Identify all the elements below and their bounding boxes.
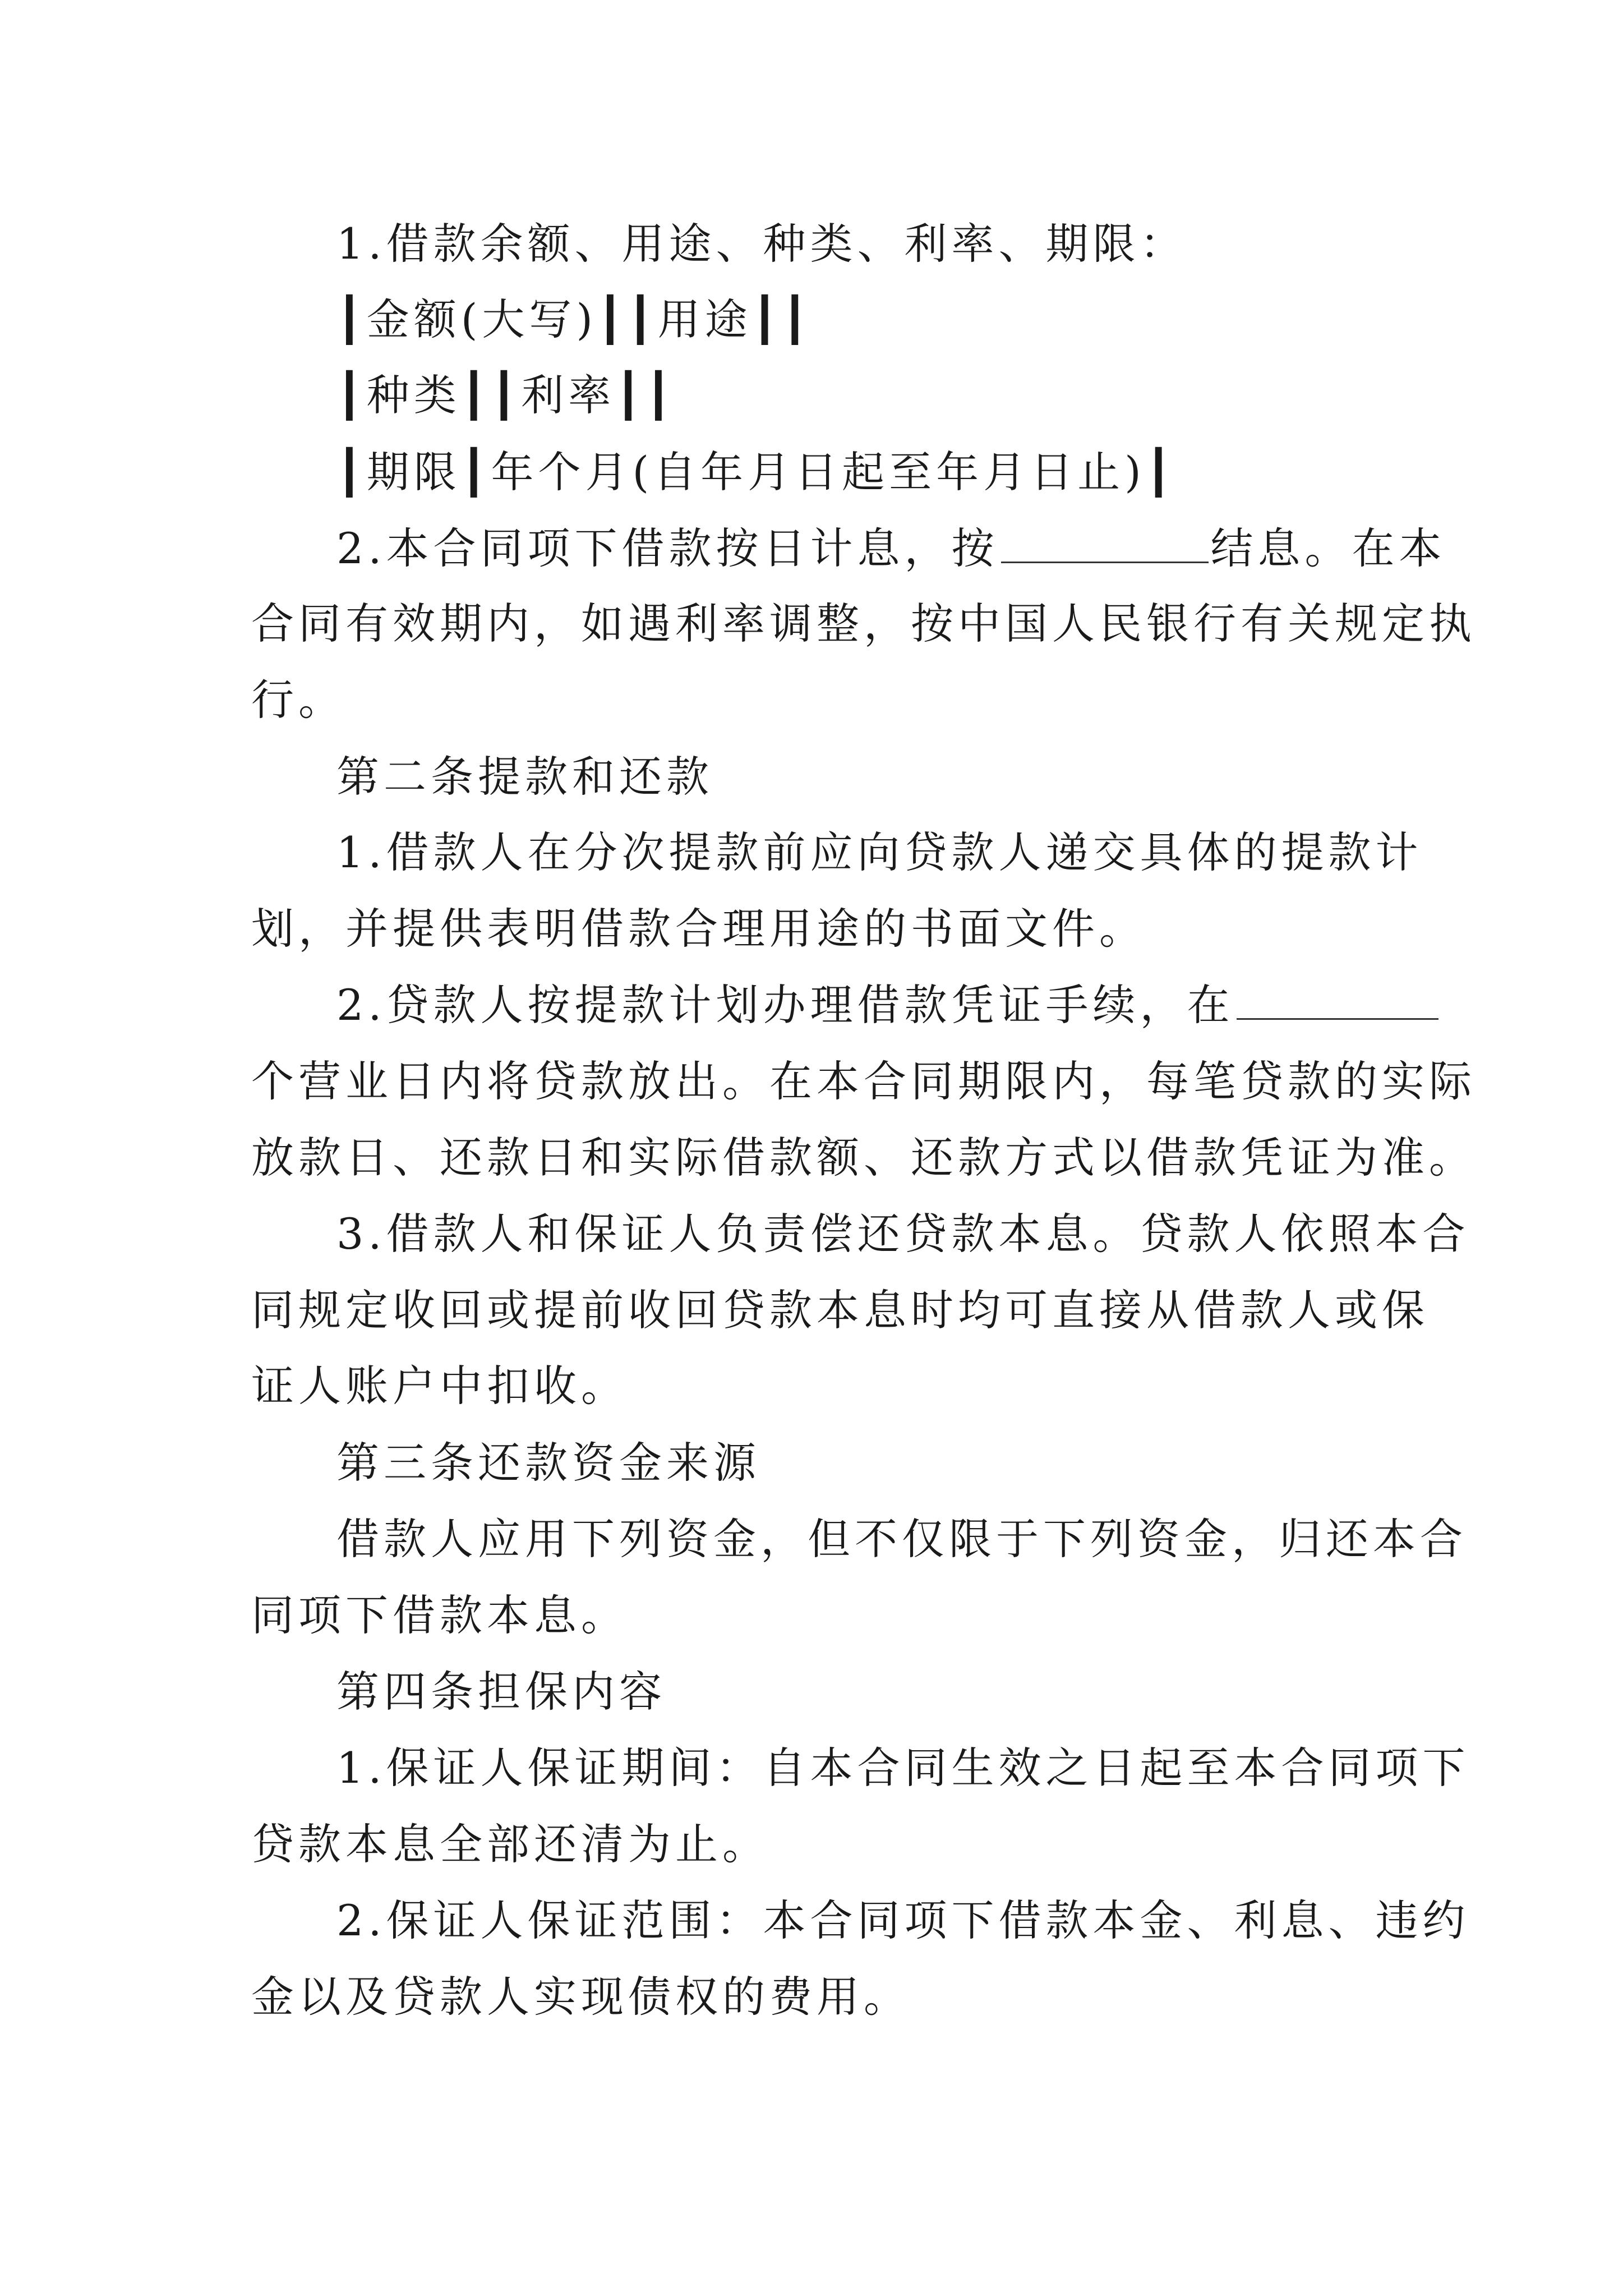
article-3-heading: 第三条还款资金来源	[336, 1438, 760, 1488]
article-4-item-2-line-1: 2.保证人保证范围：本合同项下借款本金、利息、违约	[336, 1895, 1470, 1945]
article-2-item-3-line-2: 同规定收回或提前收回贷款本息时均可直接从借款人或保	[251, 1285, 1429, 1335]
clause-2-text-after-blank: 结息。在本	[1210, 523, 1446, 573]
article-4-item-1-line-1: 1.保证人保证期间：自本合同生效之日起至本合同项下	[336, 1743, 1470, 1793]
article-2-item-2-text: 2.贷款人按提款计划办理借款凭证手续，在	[336, 980, 1234, 1030]
article-2-item-2-line-2: 个营业日内将贷款放出。在本合同期限内，每笔贷款的实际	[251, 1056, 1476, 1106]
clause-2-line-3: 行。	[251, 675, 345, 725]
article-2-item-1-line-1: 1.借款人在分次提款前应向贷款人递交具体的提款计	[336, 827, 1423, 877]
clause-2-line-2: 合同有效期内，如遇利率调整，按中国人民银行有关规定执	[251, 599, 1476, 648]
table-row-amount-purpose: ┃金额(大写)┃┃用途┃┃	[336, 295, 813, 344]
table-row-term: ┃期限┃年个月(自年月日起至年月日止)┃	[336, 447, 1176, 497]
article-2-item-2-line-3: 放款日、还款日和实际借款额、还款方式以借款凭证为准。	[251, 1133, 1476, 1182]
article-2-item-1-line-2: 划，并提供表明借款合理用途的书面文件。	[251, 904, 1146, 954]
article-4-heading: 第四条担保内容	[336, 1667, 666, 1717]
clause-2-line-1	[336, 521, 1446, 577]
clause-1-heading: 1.借款余额、用途、种类、利率、期限：	[336, 219, 1187, 269]
settlement-blank	[1001, 528, 1209, 563]
article-2-item-3-line-3: 证人账户中扣收。	[251, 1361, 628, 1411]
article-4-item-2-line-2: 金以及贷款人实现债权的费用。	[251, 1972, 911, 2022]
business-days-blank	[1237, 984, 1438, 1020]
article-3-line-1: 借款人应用下列资金，但不仅限于下列资金，归还本合	[336, 1514, 1467, 1564]
article-2-heading: 第二条提款和还款	[336, 752, 713, 802]
article-2-item-2-line-1	[336, 977, 1441, 1033]
article-2-item-3-line-1: 3.借款人和保证人负责偿还贷款本息。贷款人依照本合	[336, 1209, 1470, 1259]
clause-2-text-before-blank: 2.本合同项下借款按日计息，按	[336, 523, 999, 573]
article-4-item-1-line-2: 贷款本息全部还清为止。	[251, 1819, 769, 1869]
article-3-line-2: 同项下借款本息。	[251, 1590, 628, 1640]
table-row-type-rate: ┃种类┃┃利率┃┃	[336, 370, 676, 420]
